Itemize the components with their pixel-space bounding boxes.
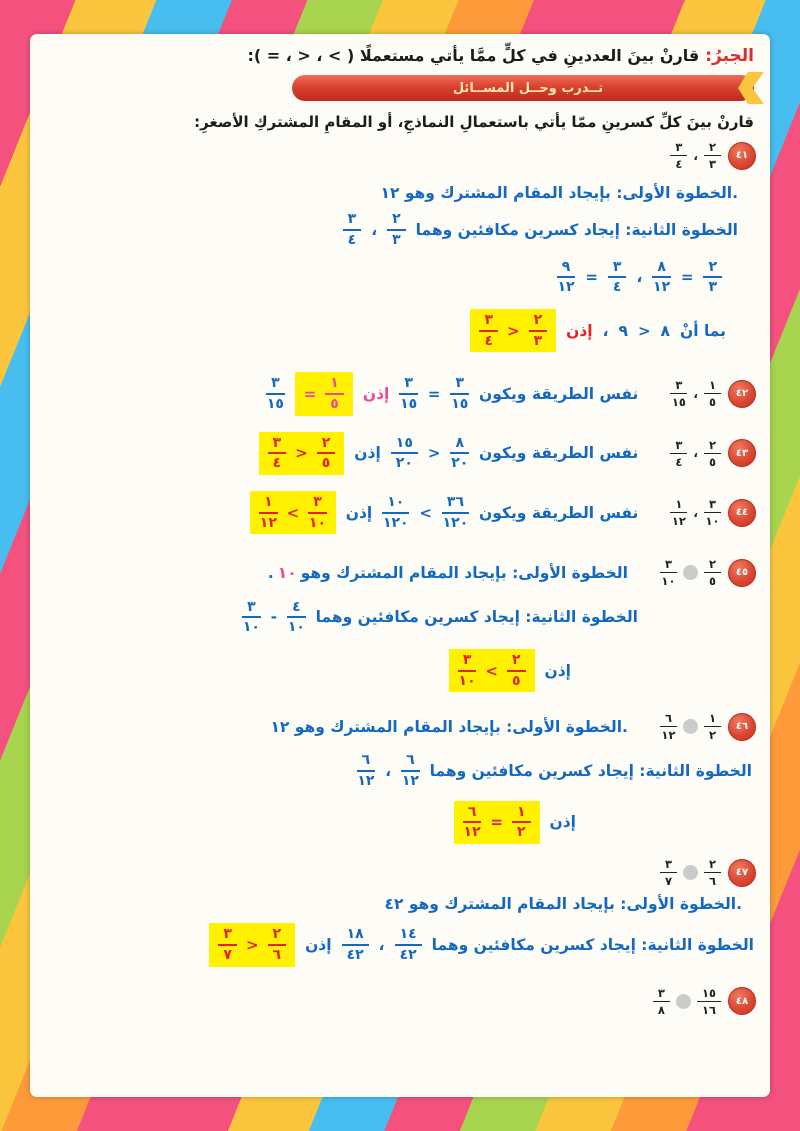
math-text: نفس الطريقة ويكون <box>479 384 639 403</box>
relation-symbol: > <box>506 321 520 340</box>
item-43 <box>42 432 756 475</box>
denominator: ١٢ <box>401 773 419 790</box>
numerator: ٢ <box>704 141 721 156</box>
math-text: إذن <box>305 935 332 954</box>
item-41-conclusion <box>42 309 756 352</box>
math-text: إذن <box>566 321 593 340</box>
numerator: ١ <box>325 376 344 395</box>
fraction <box>704 379 721 408</box>
fraction <box>703 260 722 295</box>
denominator: ١٢ <box>357 773 375 790</box>
item-45-header <box>42 558 756 587</box>
fraction <box>395 927 422 962</box>
math-text: الخطوة الثانية: إيجاد كسرين مكافئين وهما <box>431 935 754 954</box>
numerator: ٤ <box>287 600 306 619</box>
denominator: ١٠ <box>705 514 720 529</box>
item-47-step2 <box>42 923 756 966</box>
numerator: ٣ <box>704 498 721 513</box>
fraction-pair <box>660 712 721 741</box>
chevron-left-icon <box>738 72 764 104</box>
item-41-equations <box>42 260 756 295</box>
fraction <box>608 260 627 295</box>
math-text: الخطوة الثانية: إيجاد كسرين مكافئين وهما <box>429 762 752 781</box>
denominator: ٤ <box>484 332 493 349</box>
relation-symbol: < <box>286 503 300 522</box>
numerator: ٢ <box>703 260 722 279</box>
relation-symbol: = <box>490 813 503 832</box>
denominator: ٥ <box>511 672 521 689</box>
item-45-step2 <box>42 600 756 635</box>
math-text: الخطوة الثانية: إيجاد كسرين مكافئين وهما <box>415 220 738 239</box>
denominator: ٧ <box>664 874 672 889</box>
numerator: ٨ <box>450 436 469 455</box>
numerator: ٢ <box>317 436 336 455</box>
math-text: ، <box>693 148 698 163</box>
fraction <box>268 927 287 962</box>
denominator: ١٠ <box>308 514 327 531</box>
item-42-solution <box>42 372 638 415</box>
fraction <box>242 600 261 635</box>
math-text: ، <box>385 762 392 781</box>
numerator: ٣ <box>458 653 477 672</box>
math-text: - <box>270 608 278 627</box>
math-text: ، <box>636 268 643 287</box>
item-46-header <box>42 712 756 741</box>
math-text: ، <box>602 321 609 340</box>
numerator: ٣ <box>660 558 677 573</box>
fraction <box>670 141 687 170</box>
denominator: ٢ <box>708 728 716 743</box>
fraction <box>343 212 362 247</box>
fraction <box>557 260 576 295</box>
fraction <box>529 313 548 348</box>
fraction <box>268 436 287 471</box>
denominator: ١٥ <box>400 395 418 412</box>
fraction-pair <box>653 987 721 1016</box>
question-number-badge: ٤٥ <box>728 559 756 587</box>
math-text: ١٠ <box>277 563 297 582</box>
relation-symbol: > <box>245 935 259 954</box>
denominator: ١٢ <box>259 514 277 531</box>
math-text: الخطوة الأولى: بإيجاد المقام المشترك وهو ٤٢. <box>384 895 742 914</box>
question-number-badge: ٤٣ <box>728 439 756 467</box>
fraction-pair <box>660 858 721 887</box>
fraction <box>704 439 721 468</box>
fraction <box>653 987 670 1016</box>
compare-placeholder-dot <box>683 719 698 734</box>
fraction <box>342 927 369 962</box>
numerator: ٣ <box>450 376 469 395</box>
instruction-text: قارنْ بينَ كلِّ كسرينِ ممّا يأتي باستعمالِ النماذجِ، أو المقامِ المشتركِ الأصغرِ: <box>194 113 754 131</box>
numerator: ٢ <box>507 653 526 672</box>
fraction <box>387 212 406 247</box>
item-41-step1 <box>42 184 756 202</box>
denominator: ٨ <box>657 1002 665 1017</box>
numerator: ١ <box>704 379 721 394</box>
item-45-step1 <box>42 564 628 582</box>
denominator: ١٠ <box>242 619 260 636</box>
math-text: . <box>267 563 274 582</box>
fraction <box>697 987 721 1016</box>
denominator: ٣ <box>392 231 401 248</box>
highlighted-answer <box>209 923 295 966</box>
numerator: ٣ <box>242 600 261 619</box>
denominator: ١٥ <box>451 395 469 412</box>
numerator: ١٤ <box>395 927 422 946</box>
fraction-pair <box>670 379 721 408</box>
math-text: بما أنْ <box>680 321 726 340</box>
relation-symbol: = <box>680 268 694 287</box>
section-banner-title: تــدرب وحــل المســائل <box>452 80 604 96</box>
denominator: ٣ <box>708 157 716 172</box>
numerator: ٢ <box>529 313 548 332</box>
numerator: ١ <box>704 712 721 727</box>
numerator: ٢ <box>704 558 721 573</box>
fraction <box>652 260 671 295</box>
math-text: ، <box>693 446 698 461</box>
question-number-badge: ٤٦ <box>728 713 756 741</box>
math-text: ٩ <box>618 321 628 340</box>
numerator: ٣ <box>608 260 627 279</box>
fraction <box>660 858 677 887</box>
numerator: ١٥ <box>391 436 418 455</box>
numerator: ٣ <box>653 987 670 1002</box>
math-text: إذن <box>544 661 571 680</box>
relation-symbol: < <box>485 661 498 680</box>
numerator: ٢ <box>704 858 721 873</box>
item-45-conclusion <box>42 649 756 692</box>
fraction <box>391 436 418 471</box>
fraction <box>266 376 285 411</box>
numerator: ٣ <box>670 141 687 156</box>
item-41-header <box>42 141 756 170</box>
fraction <box>660 712 677 741</box>
math-text: ٨ <box>660 321 671 340</box>
fraction <box>450 436 469 471</box>
numerator: ١ <box>259 495 278 514</box>
numerator: ٣ <box>399 376 418 395</box>
denominator: ١٢ <box>661 728 676 743</box>
fraction <box>259 495 278 530</box>
question-number-badge: ٤٧ <box>728 859 756 887</box>
highlighted-answer <box>259 432 345 475</box>
relation-symbol: = <box>303 384 317 403</box>
math-text: نفس الطريقة ويكون <box>479 444 639 463</box>
denominator: ٥ <box>330 395 339 412</box>
fraction <box>660 558 677 587</box>
question-number-badge: ٤٨ <box>728 987 756 1015</box>
fraction-pair <box>670 141 721 170</box>
numerator: ٣ <box>670 379 687 394</box>
math-text: ، <box>693 505 698 520</box>
math-text: الخطوة الثانية: إيجاد كسرين مكافئين وهما <box>315 608 638 627</box>
denominator: ٢ <box>516 824 526 841</box>
item-42 <box>42 372 756 415</box>
numerator: ٢ <box>704 439 721 454</box>
fraction <box>704 858 721 887</box>
math-text: إذن <box>549 813 576 832</box>
fraction <box>450 376 469 411</box>
relation-symbol: = <box>585 268 598 287</box>
worksheet-page <box>30 34 770 1097</box>
fraction <box>325 376 344 411</box>
compare-placeholder-dot <box>683 565 698 580</box>
fraction <box>458 653 477 688</box>
numerator: ٦ <box>357 753 376 772</box>
numerator: ٢ <box>268 927 287 946</box>
relation-symbol: > <box>637 321 651 340</box>
numerator: ٨ <box>652 260 671 279</box>
item-44-solution <box>42 491 638 534</box>
denominator: ٤٢ <box>346 946 364 963</box>
math-text: نفس الطريقة ويكون <box>479 503 639 522</box>
math-text: الخطوة الأولى: بإيجاد المقام المشترك وهو ١٢. <box>380 184 738 203</box>
numerator: ٦ <box>660 712 677 727</box>
denominator: ٥ <box>708 574 716 589</box>
denominator: ٦ <box>272 946 282 963</box>
denominator: ٣ <box>708 279 717 296</box>
denominator: ١٠ <box>458 672 476 689</box>
denominator: ٣ <box>533 332 543 349</box>
denominator: ٥ <box>708 395 716 410</box>
denominator: ١٢ <box>557 279 575 296</box>
fraction <box>704 498 721 527</box>
numerator: ٣ <box>308 495 327 514</box>
numerator: ٣٦ <box>442 495 469 514</box>
denominator: ٢٠ <box>395 455 413 472</box>
denominator: ٦ <box>708 874 716 889</box>
numerator: ٣ <box>343 212 362 231</box>
item-47-step1 <box>42 895 756 913</box>
numerator: ٩ <box>557 260 576 279</box>
math-text: إذن <box>345 503 373 522</box>
fraction-pair <box>670 439 721 468</box>
math-text: الخطوة الأولى: بإيجاد المقام المشترك وهو ١٢. <box>270 717 628 736</box>
numerator: ٣ <box>268 436 287 455</box>
question-number-badge: ٤١ <box>728 142 756 170</box>
highlighted-answer <box>470 309 556 352</box>
fraction <box>308 495 327 530</box>
section-banner <box>292 75 754 101</box>
fraction <box>704 712 721 741</box>
denominator: ٥ <box>708 454 716 469</box>
fraction <box>287 600 306 635</box>
fraction <box>463 805 482 840</box>
numerator: ١٨ <box>342 927 369 946</box>
denominator: ١٥ <box>266 395 284 412</box>
fraction <box>670 498 687 527</box>
fraction <box>507 653 526 688</box>
fraction <box>382 495 409 530</box>
denominator: ١٦ <box>701 1002 716 1017</box>
denominator: ١٢٠ <box>382 514 409 531</box>
numerator: ١ <box>670 498 687 513</box>
denominator: ٢٠ <box>451 455 469 472</box>
numerator: ١٠ <box>382 495 409 514</box>
denominator: ٤٢ <box>399 946 417 963</box>
denominator: ١٢ <box>463 824 481 841</box>
compare-placeholder-dot <box>683 865 698 880</box>
item-46-step1 <box>42 718 628 736</box>
highlighted-answer <box>454 801 540 844</box>
denominator: ٤ <box>347 231 357 248</box>
item-43-solution <box>42 432 638 475</box>
denominator: ٧ <box>223 946 232 963</box>
item-41-step2 <box>42 212 756 247</box>
math-text: ، <box>371 220 378 239</box>
fraction <box>399 376 418 411</box>
denominator: ١٥ <box>671 395 686 410</box>
numerator: ٣ <box>218 927 237 946</box>
item-48-header <box>42 987 756 1016</box>
fraction-pair <box>670 498 721 527</box>
highlighted-answer <box>295 372 353 415</box>
denominator: ١٢٠ <box>442 514 469 531</box>
denominator: ١٠ <box>287 619 305 636</box>
denominator: ١٢ <box>653 279 671 296</box>
denominator: ١٢ <box>671 514 686 529</box>
numerator: ٣ <box>670 439 687 454</box>
question-number-badge: ٤٤ <box>728 499 756 527</box>
denominator: ١٠ <box>661 574 676 589</box>
highlighted-answer <box>449 649 535 692</box>
denominator: ٤ <box>272 455 282 472</box>
numerator: ٢ <box>387 212 406 231</box>
math-text: الخطوة الأولى: بإيجاد المقام المشترك وهو <box>300 563 628 582</box>
numerator: ٦ <box>463 805 482 824</box>
math-text: إذن <box>362 384 390 403</box>
header-label: الجبرُ: <box>705 46 754 66</box>
numerator: ٣ <box>266 376 285 395</box>
fraction <box>357 753 376 788</box>
fraction <box>442 495 469 530</box>
math-text: ، <box>378 935 385 954</box>
question-number-badge: ٤٢ <box>728 380 756 408</box>
fraction-pair <box>660 558 721 587</box>
item-46-step2 <box>42 753 756 788</box>
denominator: ٤ <box>612 279 622 296</box>
relation-symbol: > <box>295 444 308 463</box>
relation-symbol: = <box>427 384 441 403</box>
numerator: ١٥ <box>697 987 721 1002</box>
numerator: ٣ <box>479 313 498 332</box>
header-text: قارنْ بينَ العددينِ في كلٍّ ممَّا يأتي مستعملًا ( > ، < ، = ): <box>247 46 700 65</box>
highlighted-answer <box>250 491 336 534</box>
item-46-conclusion <box>42 801 756 844</box>
math-text: إذن <box>354 444 381 463</box>
fraction <box>704 558 721 587</box>
fraction <box>317 436 336 471</box>
numerator: ٣ <box>660 858 677 873</box>
fraction <box>218 927 237 962</box>
fraction <box>479 313 498 348</box>
numerator: ٦ <box>401 753 420 772</box>
denominator: ٥ <box>321 455 331 472</box>
item-47-header <box>42 858 756 887</box>
compare-placeholder-dot <box>676 994 691 1009</box>
fraction <box>704 141 721 170</box>
fraction <box>670 379 687 408</box>
numerator: ١ <box>512 805 531 824</box>
header <box>42 46 756 66</box>
fraction <box>512 805 531 840</box>
relation-symbol: > <box>427 444 441 463</box>
math-text: ، <box>693 386 698 401</box>
item-44 <box>42 491 756 534</box>
denominator: ٤ <box>675 454 683 469</box>
denominator: ٤ <box>675 157 683 172</box>
fraction <box>670 439 687 468</box>
relation-symbol: < <box>419 503 432 522</box>
fraction <box>401 753 420 788</box>
